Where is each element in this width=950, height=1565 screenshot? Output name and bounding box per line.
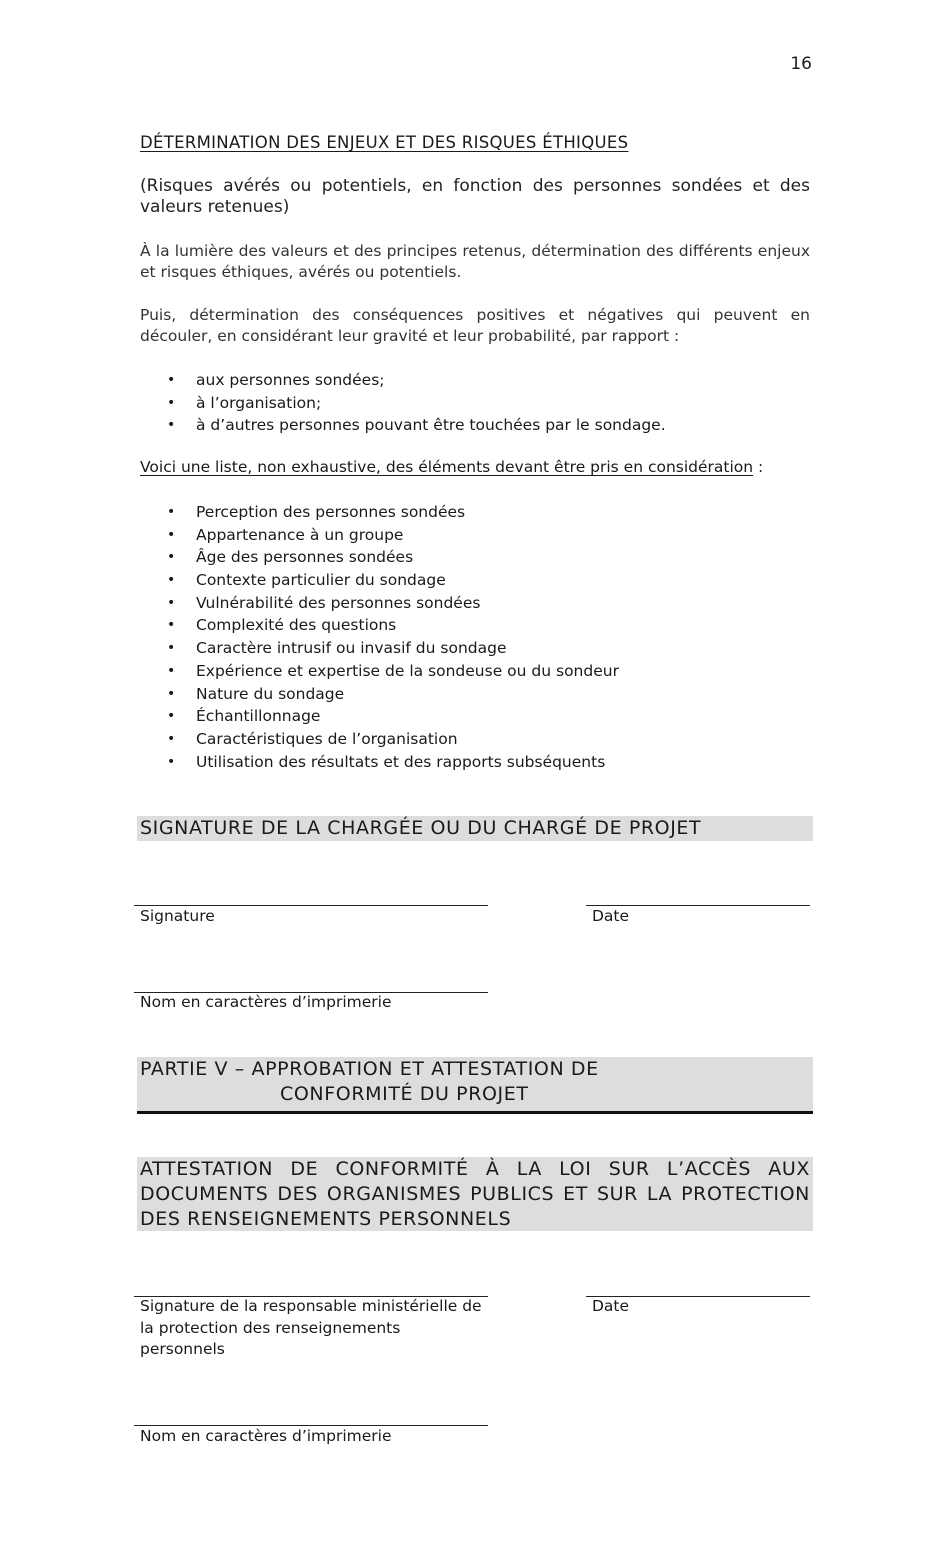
- considerations-intro-colon: :: [753, 458, 764, 476]
- section-subtitle: (Risques avérés ou potentiels, en fonction des personnes sondées et des valeurs retenues): [140, 176, 810, 217]
- paragraph-consequences: Puis, détermination des conséquences positives et négatives qui peuvent en découler, en considérant leur gravité et leur probabilité, par rapport :: [140, 306, 810, 345]
- list-item: • Expérience et expertise de la sondeuse ou du sondeur: [140, 660, 619, 683]
- signature-section-heading: [137, 816, 813, 841]
- list-item: • Nature du sondage: [140, 683, 619, 706]
- list-item: • Complexité des questions: [140, 614, 619, 637]
- list-item: • à d’autres personnes pouvant être touchées par le sondage.: [140, 414, 666, 437]
- part-v-heading-line-2: CONFORMITÉ DU PROJET: [280, 1083, 529, 1105]
- attestation-signature-label: Signature de la responsable ministérielle de la protection des renseignements personnels: [140, 1297, 482, 1358]
- signature-section-heading-text: SIGNATURE DE LA CHARGÉE OU DU CHARGÉ DE PROJET: [140, 817, 702, 839]
- considerations-list: [140, 501, 619, 773]
- signature-label: Signature: [140, 907, 215, 925]
- attestation-printed-name-label: Nom en caractères d’imprimerie: [140, 1427, 392, 1445]
- list-item: • Utilisation des résultats et des rapports subséquents: [140, 751, 619, 774]
- considerations-intro-text: Voici une liste, non exhaustive, des éléments devant être pris en considération: [140, 458, 754, 476]
- list-item: • Échantillonnage: [140, 705, 619, 728]
- list-item: • Âge des personnes sondées: [140, 546, 619, 569]
- considerations-intro: [140, 458, 763, 476]
- section-title: DÉTERMINATION DES ENJEUX ET DES RISQUES ÉTHIQUES: [140, 133, 629, 152]
- list-item: • Caractéristiques de l’organisation: [140, 728, 619, 751]
- attestation-heading: [137, 1157, 813, 1231]
- part-v-heading-line-1: PARTIE V – APPROBATION ET ATTESTATION DE: [140, 1058, 599, 1080]
- list-item: • Vulnérabilité des personnes sondées: [140, 592, 619, 615]
- list-item: • Caractère intrusif ou invasif du sondage: [140, 637, 619, 660]
- part-v-heading: [137, 1057, 813, 1114]
- attestation-heading-text: ATTESTATION DE CONFORMITÉ À LA LOI SUR L’ACCÈS AUX DOCUMENTS DES ORGANISMES PUBLICS ET SUR LA PROTECTION DES RENSEIGNEMENTS PERSONNELS: [140, 1158, 810, 1230]
- page-number: 16: [790, 54, 812, 74]
- paragraph-values: À la lumière des valeurs et des principes retenus, détermination des différents enjeux et risques éthiques, avérés ou potentiels.: [140, 242, 810, 281]
- list-item: • Appartenance à un groupe: [140, 524, 619, 547]
- affected-parties-list: [140, 369, 666, 437]
- list-item: • Contexte particulier du sondage: [140, 569, 619, 592]
- list-item: • Perception des personnes sondées: [140, 501, 619, 524]
- list-item: • à l’organisation;: [140, 392, 666, 415]
- attestation-date-label: Date: [592, 1297, 630, 1315]
- date-label: Date: [592, 907, 630, 925]
- list-item: • aux personnes sondées;: [140, 369, 666, 392]
- printed-name-label: Nom en caractères d’imprimerie: [140, 993, 392, 1011]
